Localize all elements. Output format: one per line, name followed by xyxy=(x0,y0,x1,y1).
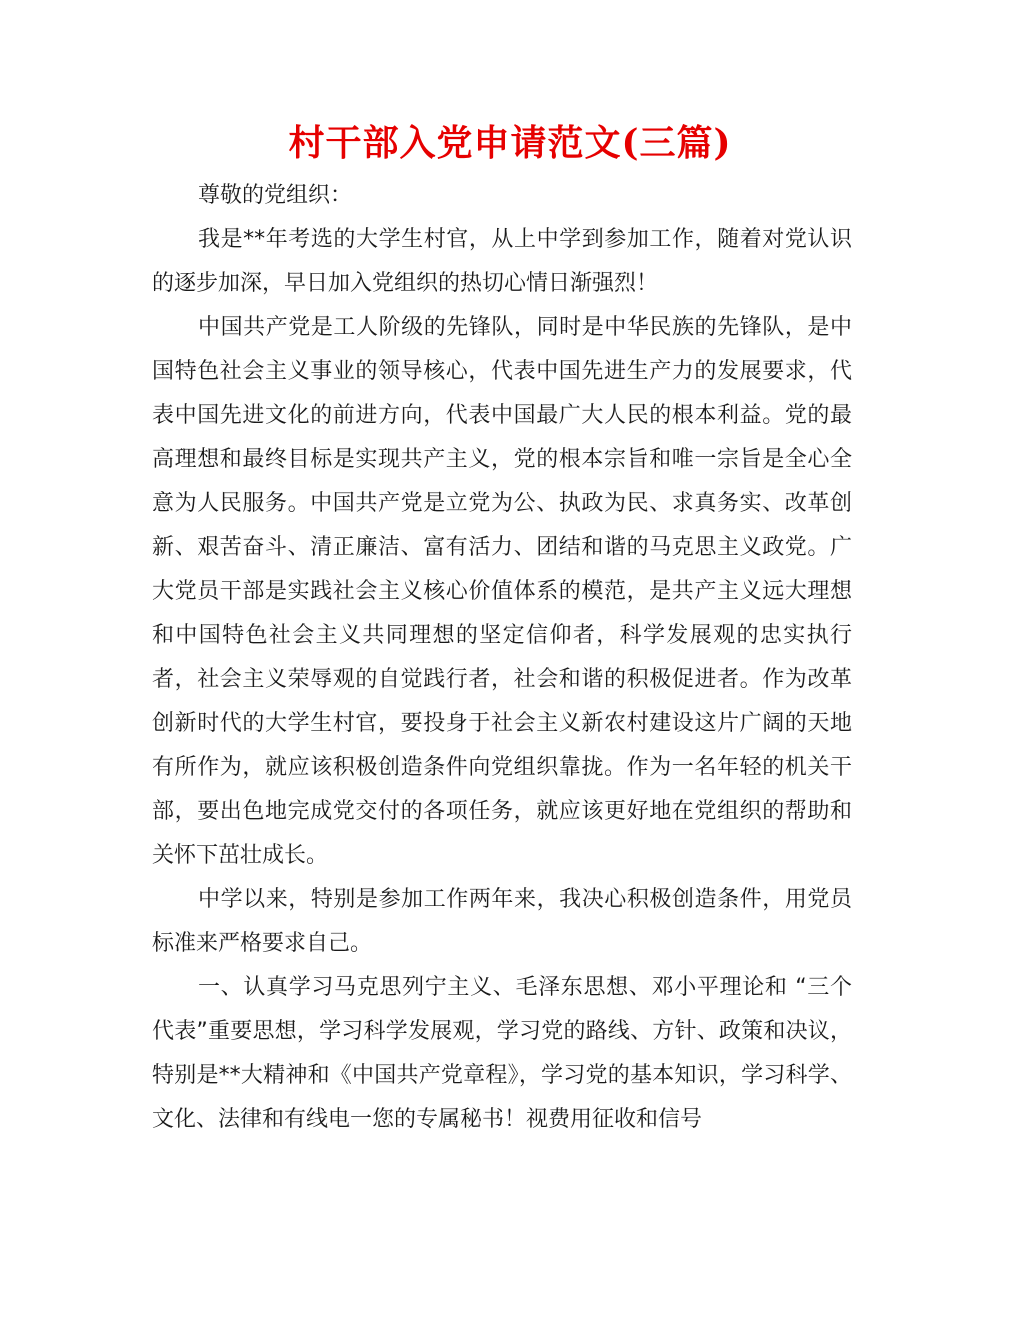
document-body xyxy=(152,174,852,1142)
paragraph-party-description: 中国共产党是工人阶级的先锋队，同时是中华民族的先锋队，是中国特色社会主义事业的领导核心，代表中国先进生产力的发展要求，代表中国先进文化的前进方向，代表中国最广大人民的根本利益。党的最高理想和最终目标是实现共产主义，党的根本宗旨和唯一宗旨是全心全意为人民服务。中国共产党是立党为公、执政为民、求真务实、改革创新、艰苦奋斗、清正廉洁、富有活力、团结和谐的马克思主义政党。广大党员干部是实践社会主义核心价值体系的模范，是共产主义远大理想和中国特色社会主义共同理想的坚定信仰者，科学发展观的忠实执行者，社会主义荣辱观的自觉践行者，社会和谐的积极促进者。作为改革创新时代的大学生村官，要投身于社会主义新农村建设这片广阔的天地有所作为，就应该积极创造条件向党组织靠拢。作为一名年轻的机关干部，要出色地完成党交付的各项任务，就应该更好地在党组织的帮助和关怀下茁壮成长。 xyxy=(152,315,852,868)
document-title: 村干部入党申请范文(三篇) xyxy=(288,122,732,164)
salutation: 尊敬的党组织： xyxy=(198,183,353,208)
paragraph-resolution: 中学以来，特别是参加工作两年来，我决心积极创造条件，用党员标准来严格要求自己。 xyxy=(152,887,852,956)
paragraph-intro: 我是**年考选的大学生村官，从上中学到参加工作，随着对党认识的逐步加深，早日加入党组织的热切心情日渐强烈！ xyxy=(152,227,852,296)
paragraph-point-one: 一、认真学习马克思列宁主义、毛泽东思想、邓小平理论和 “三个代表”重要思想，学习科学发展观，学习党的路线、方针、政策和决议，特别是**大精神和《中国共产党章程》，学习党的基本知识，学习科学、文化、法律和有线电一您的专属秘书！视费用征收和信号 xyxy=(152,975,852,1132)
